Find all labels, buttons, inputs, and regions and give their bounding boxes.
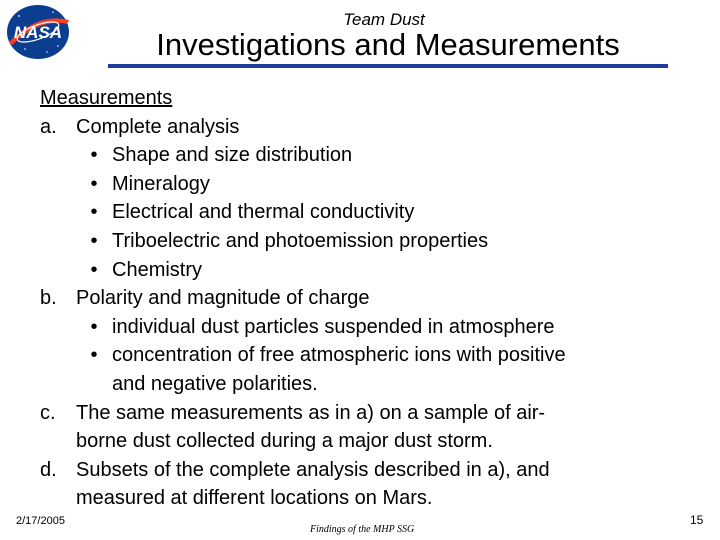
section-heading: Measurements	[40, 87, 173, 109]
slide-body	[40, 84, 710, 513]
item-marker: c.	[40, 401, 56, 424]
page-number: 15	[690, 513, 704, 527]
bullet-icon: •	[90, 229, 98, 252]
bullet-item	[40, 313, 710, 342]
bullet-icon: •	[90, 172, 98, 195]
bullet-icon: •	[90, 315, 98, 338]
bullet-item	[40, 256, 710, 285]
bullet-text: individual dust particles suspended in atmosphere	[112, 315, 555, 338]
item-text: Polarity and magnitude of charge	[76, 287, 370, 310]
bullet-text: Triboelectric and photoemission properties	[112, 229, 489, 252]
bullet-item	[40, 198, 710, 227]
item-text-continued: borne dust collected during a major dust storm.	[76, 430, 493, 453]
bullet-icon: •	[90, 144, 98, 167]
bullet-item	[40, 341, 710, 370]
bullet-item	[40, 227, 710, 256]
item-marker: b.	[40, 287, 57, 310]
item-text: The same measurements as in a) on a sample of air-	[76, 401, 546, 424]
bullet-icon: •	[90, 201, 98, 224]
list-item-b	[40, 284, 710, 313]
bullet-text-continued: and negative polarities.	[112, 372, 318, 395]
bullet-icon: •	[90, 258, 98, 281]
item-text: Complete analysis	[76, 115, 240, 138]
bullet-text: Mineralogy	[112, 172, 210, 195]
footer-date: 2/17/2005	[16, 515, 65, 527]
bullet-text: Electrical and thermal conductivity	[112, 201, 415, 224]
bullet-item	[40, 170, 710, 199]
list-item-a	[40, 113, 710, 142]
team-subtitle: Team Dust	[343, 10, 425, 29]
bullet-text: Shape and size distribution	[112, 144, 353, 167]
list-item-c	[40, 399, 710, 428]
bullet-text: concentration of free atmospheric ions with positive	[112, 344, 566, 367]
bullet-icon: •	[90, 344, 98, 367]
bullet-item	[40, 141, 710, 170]
title-rule	[108, 64, 668, 68]
item-text: Subsets of the complete analysis described in a), and	[76, 458, 550, 481]
svg-text:NASA: NASA	[13, 23, 63, 42]
item-text-continued: measured at different locations on Mars.	[76, 487, 433, 510]
item-marker: a.	[40, 115, 57, 138]
footer-caption: Findings of the MHP SSG	[310, 524, 415, 535]
page-title: Investigations and Measurements	[156, 27, 620, 62]
item-marker: d.	[40, 458, 57, 481]
bullet-text: Chemistry	[112, 258, 203, 281]
list-item-d	[40, 456, 710, 485]
